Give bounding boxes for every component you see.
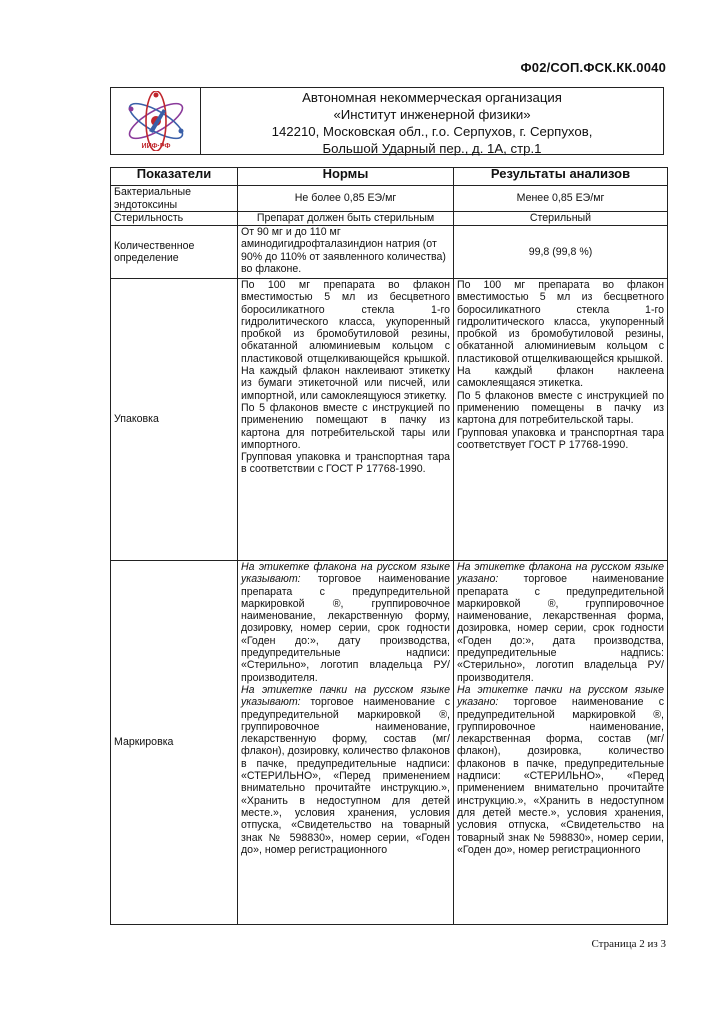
header-indicators: Показатели bbox=[111, 168, 238, 186]
row-name-sterility: Стерильность bbox=[111, 212, 238, 226]
analysis-table bbox=[110, 167, 668, 925]
marking-result-p1-lead: На этикетке флакона на русском языке указано: bbox=[457, 561, 664, 586]
marking-norm-p1-lead: На этикетке флакона на русском языке указывают: bbox=[241, 561, 450, 586]
marking-result-p2-lead: На этикетке пачки на русском языке указано: bbox=[457, 683, 664, 709]
packaging-result-p4: Групповая упаковка и транспортная тара соответствует ГОСТ Р 17768-1990. bbox=[457, 426, 664, 451]
table-header-row bbox=[111, 168, 668, 186]
row-norm-sterility: Препарат должен быть стерильным bbox=[238, 212, 454, 226]
marking-norm-p2-lead: На этикетке пачки на русском языке указывают: bbox=[241, 683, 450, 709]
atom-logo-icon bbox=[119, 91, 193, 151]
organization-logo bbox=[111, 88, 201, 154]
org-type: Автономная некоммерческая организация bbox=[302, 90, 562, 105]
page-number: Страница 2 из 3 bbox=[591, 938, 666, 950]
row-norm-quantitative: От 90 мг и до 110 мг аминодигидрофталазиндион натрия (от 90% до 110% от заявленного количества) во флаконе. bbox=[238, 226, 454, 279]
org-name: «Институт инженерной физики» bbox=[333, 107, 531, 122]
row-name-endotoxins: Бактериальные эндотоксины bbox=[111, 186, 238, 212]
svg-text:ИИФ·РФ: ИИФ·РФ bbox=[141, 143, 170, 150]
marking-result-p1 bbox=[457, 561, 664, 684]
row-norm-endotoxins: Не более 0,85 ЕЭ/мг bbox=[238, 186, 454, 212]
packaging-result-p1: По 100 мг препарата во флакон вместимостью 5 мл из бесцветного боросиликатного стекла 1-го гидролитического класса, укупоренный пробкой из бромобутиловой резины, обкатанной алюминиевым кольцом с пластиковой отщелкивающейся крышкой. bbox=[457, 279, 664, 365]
marking-norm-p1-text: торговое наименование препарата с предупредительной маркировкой ®, группировочное наименование, лекарственную форму, дозировку, номер серии, срок годности «Годен до:», дату производства, предупредительные надписи: «Стерильно», логотип владельца РУ/производителя. bbox=[241, 573, 450, 684]
packaging-result-p3: По 5 флаконов вместе с инструкцией по применению помещены в пачку из картона для потребительской тары. bbox=[457, 389, 664, 427]
marking-norm-p2 bbox=[241, 684, 450, 856]
marking-result-p1-text: торговое наименование препарата с предупредительной маркировкой ®, группировочное наименование, лекарственная форма, дозировка, номер серии, срок годности «Годен до:», дата производства, предупредительные надпись: «Стерильно», логотип владельца РУ/производителя. bbox=[457, 573, 664, 684]
row-result-marking bbox=[454, 561, 668, 925]
header-results: Результаты анализов bbox=[454, 168, 668, 186]
organization-details bbox=[201, 88, 663, 154]
packaging-norm-p2: По 5 флаконов вместе с инструкцией по применению помещают в пачку из картона для потребительской тары или импортного. bbox=[241, 401, 450, 451]
marking-norm-p1 bbox=[241, 561, 450, 684]
row-name-quantitative: Количественное определение bbox=[111, 226, 238, 279]
table-row bbox=[111, 212, 668, 226]
row-result-sterility: Стерильный bbox=[454, 212, 668, 226]
table-row bbox=[111, 226, 668, 279]
packaging-result-p2: На каждый флакон наклеена самоклеящаяся этикетка. bbox=[457, 365, 664, 390]
row-result-quantitative: 99,8 (99,8 %) bbox=[454, 226, 668, 279]
row-norm-marking bbox=[238, 561, 454, 925]
document-code: Ф02/СОП.ФСК.КК.0040 bbox=[520, 60, 666, 75]
packaging-norm-p1: По 100 мг препарата во флакон вместимостью 5 мл из бесцветного боросиликатного стекла 1-го гидролитического класса, укупоренный пробкой из бромобутиловой резины, обкатанной алюминиевым кольцом с пластиковой отщелкивающейся крышкой. На каждый флакон наклеивают этикетку из бумаги этикеточной или писчей, или импортной, или самоклеящуюся этикетку. bbox=[241, 279, 450, 402]
row-result-endotoxins: Менее 0,85 ЕЭ/мг bbox=[454, 186, 668, 212]
table-row bbox=[111, 561, 668, 925]
row-name-packaging: Упаковка bbox=[111, 279, 238, 561]
org-address-line1: 142210, Московская обл., г.о. Серпухов, г. Серпухов, bbox=[271, 124, 593, 139]
marking-result-p2-text: торговое наименование с предупредительной маркировкой ®, группировочное наименование, лекарственная форма, состав (мг/флакон), дозировка, количество флаконов в пачке, предупредительные надписи: «СТЕРИЛЬНО», «Перед применением внимательно прочитайте инструкцию.», «Хранить в недоступном для детей месте.», условия хранения, условия отпуска, «Свидетельство на товарный знак № 598830», номер серии, «Годен до», номер регистрационного bbox=[457, 696, 664, 856]
row-norm-packaging bbox=[238, 279, 454, 561]
row-name-marking: Маркировка bbox=[111, 561, 238, 925]
table-row bbox=[111, 186, 668, 212]
org-address-line2: Большой Ударный пер., д. 1А, стр.1 bbox=[322, 141, 542, 156]
marking-result-p2 bbox=[457, 684, 664, 856]
marking-norm-p2-text: торговое наименование с предупредительной маркировкой ®, группировочное наименование, лекарственную форму, состав (мг/флакон), дозировку, количество флаконов в пачке, предупредительные надписи: «СТЕРИЛЬНО», «Перед применением внимательно прочитайте инструкцию.», «Хранить в недоступном для детей месте.», условия хранения, условия отпуска, «Свидетельство на товарный знак № 598830», номер серии, «Годен до», номер регистрационного bbox=[241, 696, 450, 856]
organization-header bbox=[110, 87, 664, 155]
packaging-norm-p3: Групповая упаковка и транспортная тара в соответствии с ГОСТ Р 17768-1990. bbox=[241, 451, 450, 476]
header-norms: Нормы bbox=[238, 168, 454, 186]
row-result-packaging bbox=[454, 279, 668, 561]
table-row bbox=[111, 279, 668, 561]
